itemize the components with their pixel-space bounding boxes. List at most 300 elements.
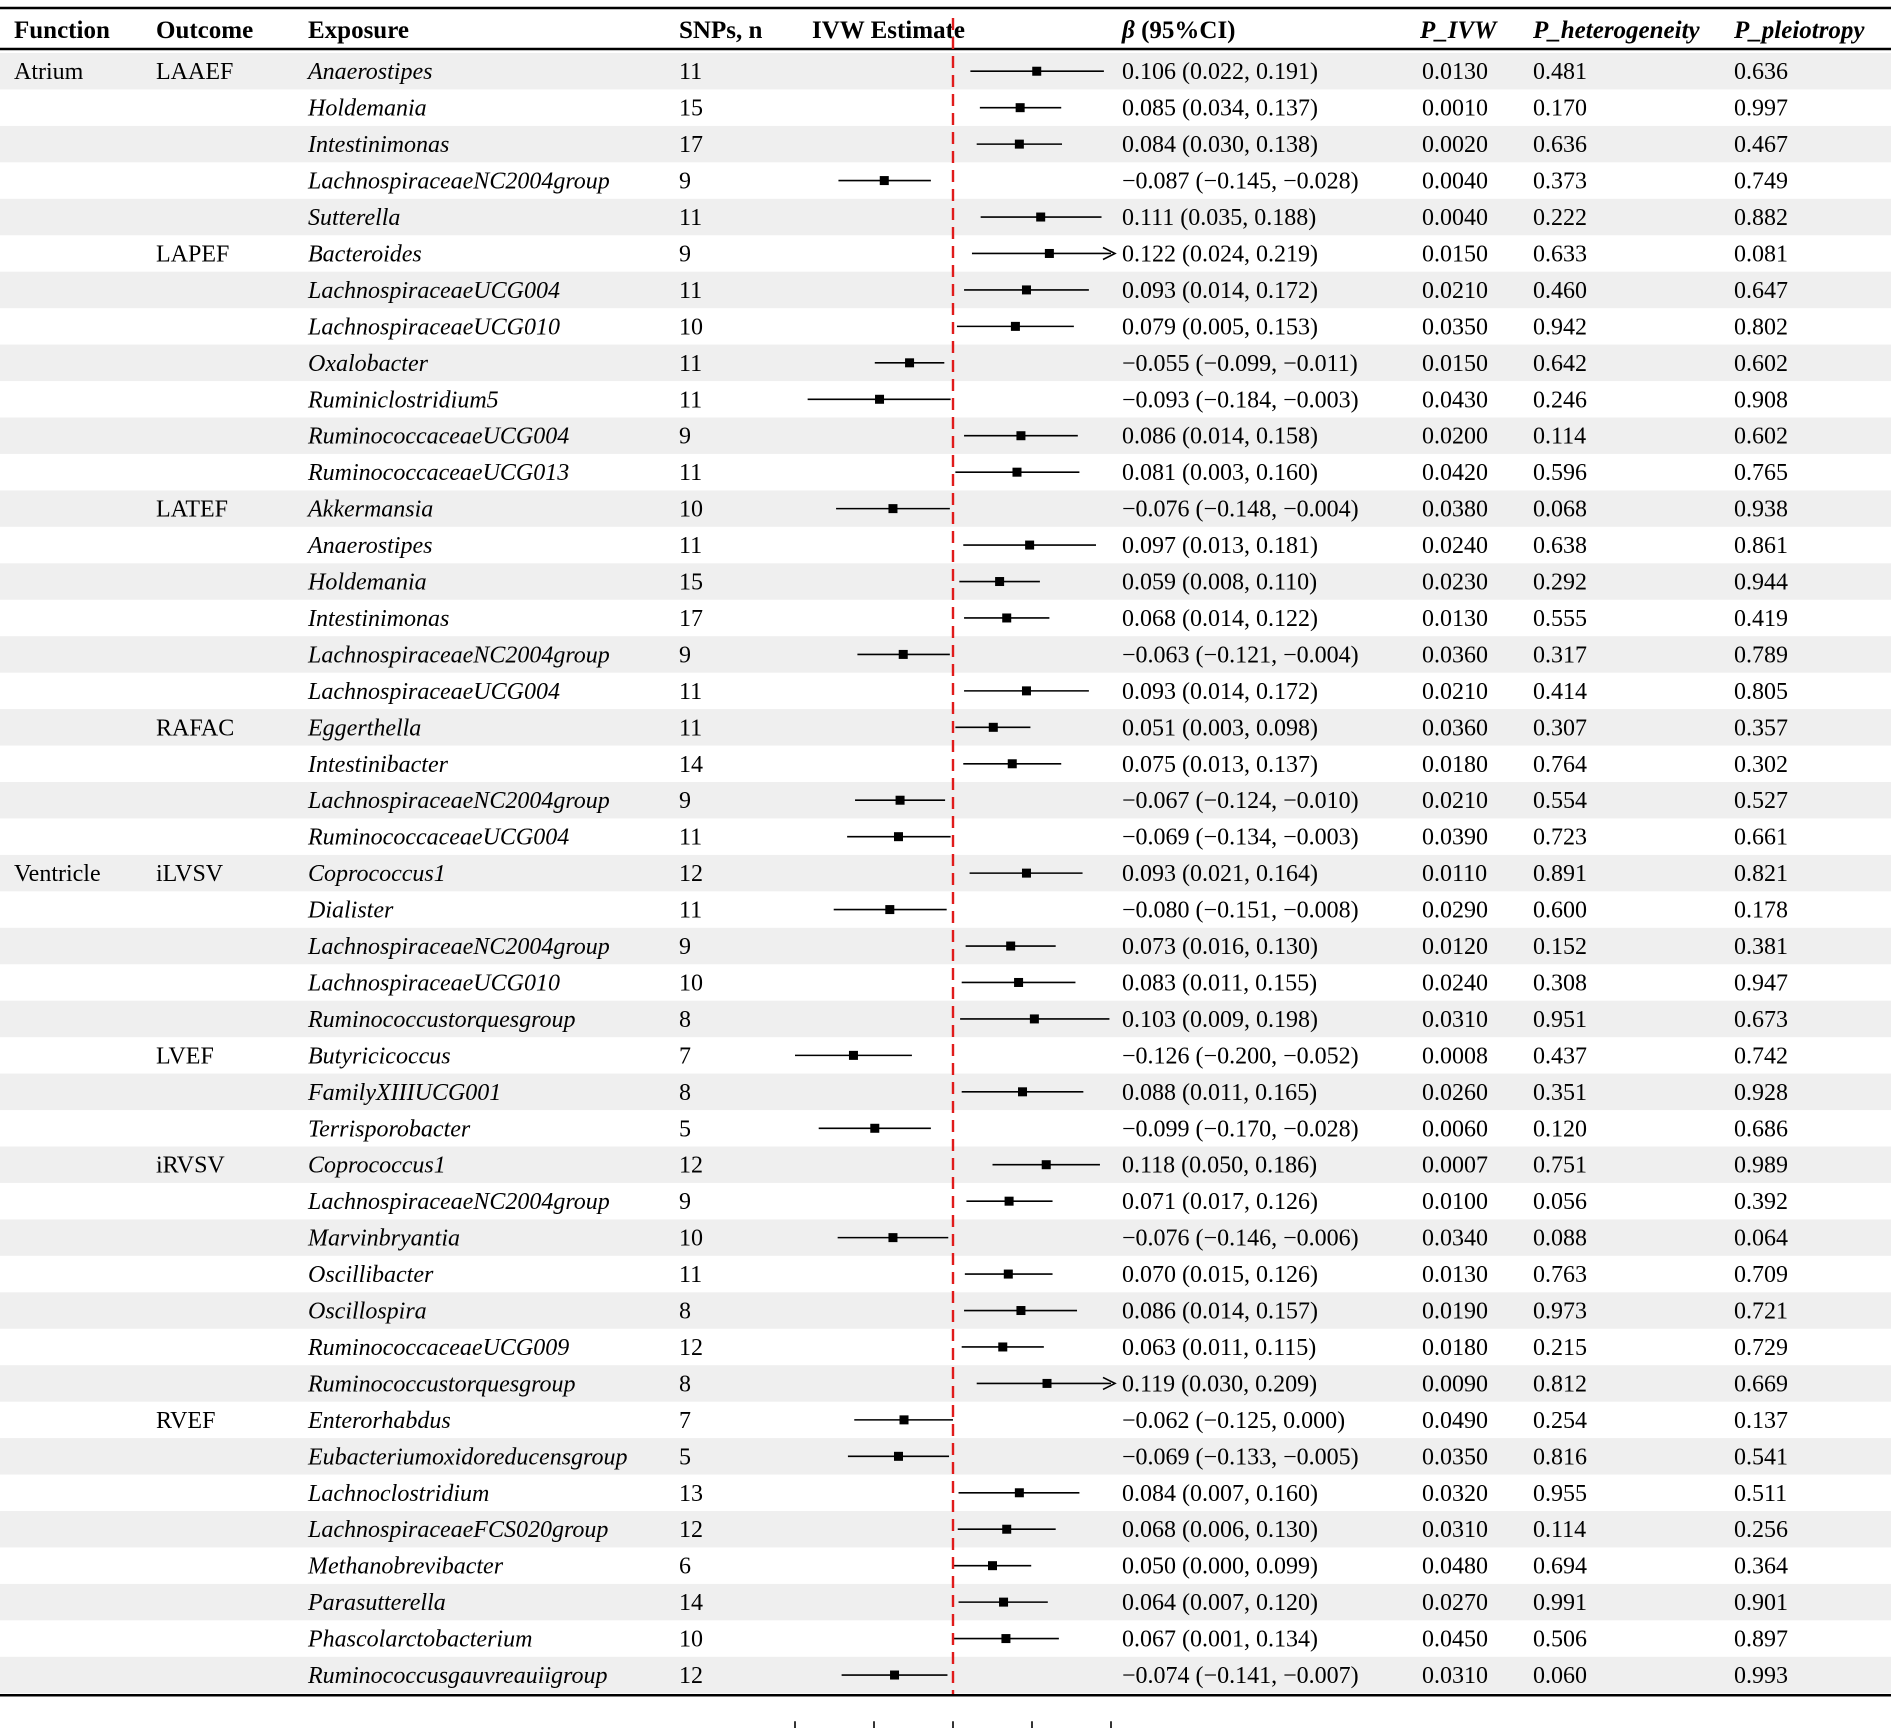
point-estimate xyxy=(1042,1160,1051,1169)
p-pleiotropy-value: 0.944 xyxy=(1734,569,1788,596)
row-stripe xyxy=(0,1001,1891,1037)
outcome-label: LVEF xyxy=(156,1043,214,1070)
p-pleiotropy-value: 0.647 xyxy=(1734,277,1788,304)
exposure-label: Intestinibacter xyxy=(308,751,448,778)
p-pleiotropy-value: 0.947 xyxy=(1734,970,1788,997)
p-ivw-value: 0.0380 xyxy=(1422,496,1488,523)
beta-ci-value: 0.122 (0.024, 0.219) xyxy=(1122,241,1318,268)
p-pleiotropy-value: 0.901 xyxy=(1734,1590,1788,1617)
row-stripe xyxy=(0,1147,1891,1183)
point-estimate xyxy=(1022,869,1031,878)
point-estimate xyxy=(1002,1525,1011,1534)
exposure-label: Oscillibacter xyxy=(308,1262,434,1289)
beta-ci-value: 0.093 (0.021, 0.164) xyxy=(1122,861,1318,888)
exposure-label: LachnospiraceaeUCG004 xyxy=(308,277,560,304)
snps-value: 10 xyxy=(679,496,703,523)
snps-value: 11 xyxy=(679,350,703,377)
snps-value: 9 xyxy=(679,934,691,961)
table-row xyxy=(308,1116,1788,1142)
p-pleiotropy-value: 0.541 xyxy=(1734,1444,1788,1471)
point-estimate xyxy=(999,1598,1008,1607)
table-row xyxy=(307,752,1788,778)
snps-value: 8 xyxy=(679,1006,691,1033)
beta-ci-value: −0.069 (−0.134, −0.003) xyxy=(1122,824,1359,851)
point-estimate xyxy=(1030,1014,1039,1023)
p-pleiotropy-value: 0.908 xyxy=(1734,387,1788,414)
snps-value: 12 xyxy=(679,1152,703,1179)
p-pleiotropy-value: 0.511 xyxy=(1734,1480,1788,1507)
beta-ci-value: 0.084 (0.030, 0.138) xyxy=(1122,132,1318,159)
header-function: Function xyxy=(14,17,110,44)
p-heterogeneity-value: 0.254 xyxy=(1533,1407,1587,1434)
point-estimate xyxy=(1014,978,1023,987)
table-row xyxy=(307,387,1788,413)
p-heterogeneity-value: 0.951 xyxy=(1533,1006,1587,1033)
snps-value: 11 xyxy=(679,897,703,924)
p-pleiotropy-value: 0.989 xyxy=(1734,1152,1788,1179)
beta-ci-value: −0.063 (−0.121, −0.004) xyxy=(1122,642,1359,669)
p-ivw-value: 0.0060 xyxy=(1422,1116,1488,1143)
exposure-label: Phascolarctobacterium xyxy=(308,1626,533,1653)
p-ivw-value: 0.0360 xyxy=(1422,715,1488,742)
p-pleiotropy-value: 0.802 xyxy=(1734,314,1788,341)
snps-value: 17 xyxy=(679,605,703,632)
exposure-label: Anaerostipes xyxy=(308,533,433,560)
exposure-label: Holdemania xyxy=(308,95,427,122)
table-row xyxy=(307,679,1788,705)
outcome-label: iRVSV xyxy=(156,1152,225,1179)
p-heterogeneity-value: 0.317 xyxy=(1533,642,1587,669)
p-heterogeneity-value: 0.942 xyxy=(1533,314,1587,341)
snps-value: 11 xyxy=(679,59,703,86)
row-stripe xyxy=(0,199,1891,235)
exposure-label: RuminococcaceaeUCG004 xyxy=(308,423,570,450)
point-estimate xyxy=(1008,759,1017,768)
exposure-label: Dialister xyxy=(308,897,394,924)
header-beta-symbol: β xyxy=(1122,17,1135,44)
outcome-label: iLVSV xyxy=(156,861,224,888)
snps-value: 8 xyxy=(679,1079,691,1106)
p-ivw-value: 0.0100 xyxy=(1422,1189,1488,1216)
exposure-label: Oscillospira xyxy=(308,1298,427,1325)
p-ivw-value: 0.0340 xyxy=(1422,1225,1488,1252)
point-estimate xyxy=(880,176,889,185)
p-pleiotropy-value: 0.805 xyxy=(1734,678,1788,705)
row-stripe xyxy=(0,709,1891,745)
beta-ci-value: 0.106 (0.022, 0.191) xyxy=(1122,59,1318,86)
p-heterogeneity-value: 0.308 xyxy=(1533,970,1587,997)
beta-ci-value: −0.087 (−0.145, −0.028) xyxy=(1122,168,1359,195)
exposure-label: RuminococcaceaeUCG004 xyxy=(308,824,570,851)
beta-ci-value: 0.093 (0.014, 0.172) xyxy=(1122,678,1318,705)
p-ivw-value: 0.0180 xyxy=(1422,1334,1488,1361)
beta-ci-value: 0.119 (0.030, 0.209) xyxy=(1122,1371,1318,1398)
p-heterogeneity-value: 0.633 xyxy=(1533,241,1587,268)
p-ivw-value: 0.0260 xyxy=(1422,1079,1488,1106)
p-pleiotropy-value: 0.467 xyxy=(1734,132,1788,159)
row-stripe xyxy=(0,53,1891,89)
exposure-label: Lachnoclostridium xyxy=(308,1480,490,1507)
row-stripe xyxy=(0,1584,1891,1620)
table-row xyxy=(156,1408,1788,1434)
exposure-label: Coprococcus1 xyxy=(308,861,446,888)
point-estimate xyxy=(894,1452,903,1461)
p-pleiotropy-value: 0.882 xyxy=(1734,205,1788,232)
point-estimate xyxy=(1012,468,1021,477)
p-ivw-value: 0.0130 xyxy=(1422,605,1488,632)
table-row xyxy=(307,460,1788,486)
p-heterogeneity-value: 0.414 xyxy=(1533,678,1587,705)
snps-value: 9 xyxy=(679,423,691,450)
p-heterogeneity-value: 0.554 xyxy=(1533,788,1587,815)
point-estimate xyxy=(896,796,905,805)
beta-ci-value: 0.086 (0.014, 0.157) xyxy=(1122,1298,1318,1325)
p-heterogeneity-value: 0.481 xyxy=(1533,59,1587,86)
snps-value: 11 xyxy=(679,715,703,742)
beta-ci-value: 0.118 (0.050, 0.186) xyxy=(1122,1152,1318,1179)
p-pleiotropy-value: 0.081 xyxy=(1734,241,1788,268)
header-beta-ci xyxy=(1121,17,1236,44)
outcome-label: LATEF xyxy=(156,496,228,523)
beta-ci-value: −0.055 (−0.099, −0.011) xyxy=(1122,350,1358,377)
beta-ci-value: 0.064 (0.007, 0.120) xyxy=(1122,1590,1318,1617)
exposure-label: Parasutterella xyxy=(308,1590,446,1617)
snps-value: 9 xyxy=(679,241,691,268)
beta-ci-value: −0.093 (−0.184, −0.003) xyxy=(1122,387,1359,414)
table-row xyxy=(156,241,1788,267)
exposure-label: Sutterella xyxy=(308,205,401,232)
beta-ci-value: 0.073 (0.016, 0.130) xyxy=(1122,934,1318,961)
p-pleiotropy-value: 0.602 xyxy=(1734,423,1788,450)
beta-ci-value: 0.093 (0.014, 0.172) xyxy=(1122,277,1318,304)
point-estimate xyxy=(1025,541,1034,550)
snps-value: 9 xyxy=(679,168,691,195)
p-ivw-value: 0.0450 xyxy=(1422,1626,1488,1653)
snps-value: 15 xyxy=(679,95,703,122)
header-exposure: Exposure xyxy=(308,17,409,44)
p-heterogeneity-value: 0.991 xyxy=(1533,1590,1587,1617)
point-estimate xyxy=(905,358,914,367)
p-pleiotropy-value: 0.938 xyxy=(1734,496,1788,523)
point-estimate xyxy=(1006,942,1015,951)
beta-ci-value: −0.074 (−0.141, −0.007) xyxy=(1122,1663,1359,1690)
p-ivw-value: 0.0230 xyxy=(1422,569,1488,596)
snps-value: 9 xyxy=(679,1189,691,1216)
snps-value: 11 xyxy=(679,460,703,487)
beta-ci-value: −0.099 (−0.170, −0.028) xyxy=(1122,1116,1359,1143)
exposure-label: Butyricicoccus xyxy=(308,1043,451,1070)
point-estimate xyxy=(1001,1634,1010,1643)
p-ivw-value: 0.0150 xyxy=(1422,350,1488,377)
snps-value: 17 xyxy=(679,132,703,159)
point-estimate xyxy=(1004,1270,1013,1279)
exposure-label: FamilyXIIIUCG001 xyxy=(308,1079,502,1106)
x-axis xyxy=(0,1695,1891,1728)
point-estimate xyxy=(885,905,894,914)
snps-value: 5 xyxy=(679,1444,691,1471)
point-estimate xyxy=(1016,431,1025,440)
snps-value: 11 xyxy=(679,533,703,560)
p-heterogeneity-value: 0.460 xyxy=(1533,277,1587,304)
beta-ci-value: −0.067 (−0.124, −0.010) xyxy=(1122,788,1359,815)
snps-value: 9 xyxy=(679,788,691,815)
beta-ci-value: 0.059 (0.008, 0.110) xyxy=(1122,569,1318,596)
p-ivw-value: 0.0008 xyxy=(1422,1043,1488,1070)
p-ivw-value: 0.0210 xyxy=(1422,788,1488,815)
beta-ci-value: 0.067 (0.001, 0.134) xyxy=(1122,1626,1318,1653)
header-outcome: Outcome xyxy=(156,17,254,44)
exposure-label: Terrisporobacter xyxy=(308,1116,471,1143)
snps-value: 7 xyxy=(679,1407,691,1434)
p-ivw-value: 0.0120 xyxy=(1422,934,1488,961)
p-ivw-value: 0.0130 xyxy=(1422,59,1488,86)
table-row xyxy=(307,970,1788,996)
row-stripe xyxy=(0,418,1891,454)
p-pleiotropy-value: 0.765 xyxy=(1734,460,1788,487)
p-heterogeneity-value: 0.351 xyxy=(1533,1079,1587,1106)
row-stripe xyxy=(0,1511,1891,1547)
p-heterogeneity-value: 0.056 xyxy=(1533,1189,1587,1216)
function-label: Atrium xyxy=(14,59,84,86)
exposure-label: Ruminococcustorquesgroup xyxy=(308,1006,576,1033)
row-stripe xyxy=(0,855,1891,891)
p-ivw-value: 0.0480 xyxy=(1422,1553,1488,1580)
p-heterogeneity-value: 0.816 xyxy=(1533,1444,1587,1471)
exposure-label: Ruminiclostridium5 xyxy=(308,387,499,414)
p-pleiotropy-value: 0.729 xyxy=(1734,1334,1788,1361)
p-pleiotropy-value: 0.064 xyxy=(1734,1225,1788,1252)
beta-ci-value: −0.080 (−0.151, −0.008) xyxy=(1122,897,1359,924)
point-estimate xyxy=(1016,103,1025,112)
table-row xyxy=(156,1043,1788,1069)
beta-ci-value: 0.084 (0.007, 0.160) xyxy=(1122,1480,1318,1507)
p-ivw-value: 0.0310 xyxy=(1422,1006,1488,1033)
p-pleiotropy-value: 0.302 xyxy=(1734,751,1788,778)
p-heterogeneity-value: 0.812 xyxy=(1533,1371,1587,1398)
p-heterogeneity-value: 0.764 xyxy=(1533,751,1587,778)
beta-ci-value: 0.083 (0.011, 0.155) xyxy=(1122,970,1318,997)
point-estimate xyxy=(1015,1488,1024,1497)
p-heterogeneity-value: 0.114 xyxy=(1533,423,1587,450)
p-ivw-value: 0.0110 xyxy=(1422,861,1488,888)
beta-ci-value: 0.075 (0.013, 0.137) xyxy=(1122,751,1318,778)
snps-value: 14 xyxy=(679,751,703,778)
beta-ci-value: 0.051 (0.003, 0.098) xyxy=(1122,715,1318,742)
p-pleiotropy-value: 0.673 xyxy=(1734,1006,1788,1033)
p-heterogeneity-value: 0.307 xyxy=(1533,715,1587,742)
snps-value: 14 xyxy=(679,1590,703,1617)
beta-ci-value: 0.081 (0.003, 0.160) xyxy=(1122,460,1318,487)
beta-ci-value: 0.085 (0.034, 0.137) xyxy=(1122,95,1318,122)
exposure-label: LachnospiraceaeNC2004group xyxy=(308,642,610,669)
point-estimate xyxy=(890,1671,899,1680)
point-estimate xyxy=(1005,1197,1014,1206)
exposure-label: Bacteroides xyxy=(308,241,422,268)
point-estimate xyxy=(1016,1306,1025,1315)
beta-ci-value: 0.068 (0.006, 0.130) xyxy=(1122,1517,1318,1544)
p-heterogeneity-value: 0.246 xyxy=(1533,387,1587,414)
header-ivw-estimate: IVW Estimate xyxy=(812,17,966,44)
exposure-label: LachnospiraceaeUCG010 xyxy=(308,314,560,341)
table-row xyxy=(307,314,1788,340)
row-stripe xyxy=(0,928,1891,964)
point-estimate xyxy=(1002,613,1011,622)
point-estimate xyxy=(888,504,897,513)
p-ivw-value: 0.0180 xyxy=(1422,751,1488,778)
p-pleiotropy-value: 0.861 xyxy=(1734,533,1788,560)
header-row xyxy=(14,17,1865,44)
p-ivw-value: 0.0040 xyxy=(1422,168,1488,195)
p-heterogeneity-value: 0.114 xyxy=(1533,1517,1587,1544)
snps-value: 15 xyxy=(679,569,703,596)
exposure-label: Intestinimonas xyxy=(308,132,450,159)
row-stripe xyxy=(0,782,1891,818)
beta-ci-value: −0.126 (−0.200, −0.052) xyxy=(1122,1043,1359,1070)
p-heterogeneity-value: 0.068 xyxy=(1533,496,1587,523)
point-estimate xyxy=(1045,249,1054,258)
table-row xyxy=(307,1189,1788,1215)
snps-value: 10 xyxy=(679,1225,703,1252)
point-estimate xyxy=(995,577,1004,586)
table-row xyxy=(307,825,1788,851)
p-ivw-value: 0.0200 xyxy=(1422,423,1488,450)
point-estimate xyxy=(989,723,998,732)
exposure-label: Akkermansia xyxy=(308,496,434,523)
p-pleiotropy-value: 0.821 xyxy=(1734,861,1788,888)
point-estimate xyxy=(899,650,908,659)
beta-ci-value: 0.071 (0.017, 0.126) xyxy=(1122,1189,1318,1216)
p-heterogeneity-value: 0.751 xyxy=(1533,1152,1587,1179)
p-ivw-value: 0.0390 xyxy=(1422,824,1488,851)
p-pleiotropy-value: 0.749 xyxy=(1734,168,1788,195)
outcome-label: RAFAC xyxy=(156,715,235,742)
p-heterogeneity-value: 0.638 xyxy=(1533,533,1587,560)
exposure-label: LachnospiraceaeUCG004 xyxy=(308,678,560,705)
p-pleiotropy-value: 0.178 xyxy=(1734,897,1788,924)
exposure-label: LachnospiraceaeNC2004group xyxy=(308,934,610,961)
p-pleiotropy-value: 0.928 xyxy=(1734,1079,1788,1106)
p-pleiotropy-value: 0.789 xyxy=(1734,642,1788,669)
beta-ci-value: −0.076 (−0.148, −0.004) xyxy=(1122,496,1359,523)
beta-ci-value: 0.063 (0.011, 0.115) xyxy=(1122,1334,1317,1361)
p-pleiotropy-value: 0.419 xyxy=(1734,605,1788,632)
p-heterogeneity-value: 0.437 xyxy=(1533,1043,1587,1070)
point-estimate xyxy=(875,395,884,404)
snps-value: 13 xyxy=(679,1480,703,1507)
p-pleiotropy-value: 0.686 xyxy=(1734,1116,1788,1143)
beta-ci-value: 0.111 (0.035, 0.188) xyxy=(1122,205,1317,232)
p-heterogeneity-value: 0.555 xyxy=(1533,605,1587,632)
exposure-label: LachnospiraceaeFCS020group xyxy=(308,1517,609,1544)
p-pleiotropy-value: 0.669 xyxy=(1734,1371,1788,1398)
exposure-label: Intestinimonas xyxy=(308,605,450,632)
point-estimate xyxy=(888,1233,897,1242)
snps-value: 9 xyxy=(679,642,691,669)
snps-value: 11 xyxy=(679,824,703,851)
header-p-heterogeneity: P_heterogeneity xyxy=(1533,17,1700,44)
snps-value: 7 xyxy=(679,1043,691,1070)
snps-value: 10 xyxy=(679,1626,703,1653)
p-ivw-value: 0.0350 xyxy=(1422,1444,1488,1471)
p-heterogeneity-value: 0.973 xyxy=(1533,1298,1587,1325)
table-row xyxy=(307,898,1788,924)
p-ivw-value: 0.0360 xyxy=(1422,642,1488,669)
exposure-label: LachnospiraceaeNC2004group xyxy=(308,168,610,195)
p-heterogeneity-value: 0.600 xyxy=(1533,897,1587,924)
p-heterogeneity-value: 0.506 xyxy=(1533,1626,1587,1653)
table-row xyxy=(307,96,1788,122)
header-p-ivw: P_IVW xyxy=(1420,17,1497,44)
p-heterogeneity-value: 0.060 xyxy=(1533,1663,1587,1690)
beta-ci-value: 0.086 (0.014, 0.158) xyxy=(1122,423,1318,450)
p-ivw-value: 0.0190 xyxy=(1422,1298,1488,1325)
exposure-label: Coprococcus1 xyxy=(308,1152,446,1179)
p-heterogeneity-value: 0.152 xyxy=(1533,934,1587,961)
exposure-label: Oxalobacter xyxy=(308,350,428,377)
point-estimate xyxy=(1043,1379,1052,1388)
p-pleiotropy-value: 0.661 xyxy=(1734,824,1788,851)
table-row xyxy=(306,533,1788,559)
exposure-label: Ruminococcustorquesgroup xyxy=(308,1371,576,1398)
row-stripes xyxy=(0,53,1891,1693)
point-estimate xyxy=(1018,1087,1027,1096)
p-ivw-value: 0.0007 xyxy=(1422,1152,1488,1179)
row-stripe xyxy=(0,563,1891,599)
snps-value: 6 xyxy=(679,1553,691,1580)
snps-value: 12 xyxy=(679,861,703,888)
table-row xyxy=(307,1554,1788,1580)
p-heterogeneity-value: 0.170 xyxy=(1533,95,1587,122)
exposure-label: LachnospiraceaeNC2004group xyxy=(308,1189,610,1216)
table-row xyxy=(307,1481,1787,1507)
outcome-label: RVEF xyxy=(156,1407,216,1434)
row-stripe xyxy=(0,126,1891,162)
p-pleiotropy-value: 0.997 xyxy=(1734,95,1788,122)
p-pleiotropy-value: 0.993 xyxy=(1734,1663,1788,1690)
exposure-label: LachnospiraceaeNC2004group xyxy=(308,788,610,815)
point-estimate xyxy=(900,1415,909,1424)
p-heterogeneity-value: 0.955 xyxy=(1533,1480,1587,1507)
table-row xyxy=(308,1262,1788,1288)
p-ivw-value: 0.0130 xyxy=(1422,1262,1488,1289)
p-ivw-value: 0.0350 xyxy=(1422,314,1488,341)
beta-ci-value: 0.079 (0.005, 0.153) xyxy=(1122,314,1318,341)
point-estimate xyxy=(998,1342,1007,1351)
p-heterogeneity-value: 0.088 xyxy=(1533,1225,1587,1252)
p-ivw-value: 0.0290 xyxy=(1422,897,1488,924)
p-ivw-value: 0.0150 xyxy=(1422,241,1488,268)
p-pleiotropy-value: 0.137 xyxy=(1734,1407,1788,1434)
p-heterogeneity-value: 0.373 xyxy=(1533,168,1587,195)
p-heterogeneity-value: 0.642 xyxy=(1533,350,1587,377)
p-ivw-value: 0.0210 xyxy=(1422,678,1488,705)
snps-value: 5 xyxy=(679,1116,691,1143)
snps-value: 10 xyxy=(679,970,703,997)
point-estimate xyxy=(1022,686,1031,695)
row-stripe xyxy=(0,272,1891,308)
beta-ci-value: −0.062 (−0.125, 0.000) xyxy=(1122,1407,1346,1434)
p-heterogeneity-value: 0.763 xyxy=(1533,1262,1587,1289)
point-estimate xyxy=(988,1561,997,1570)
p-heterogeneity-value: 0.596 xyxy=(1533,460,1587,487)
p-pleiotropy-value: 0.709 xyxy=(1734,1262,1788,1289)
beta-ci-value: −0.069 (−0.133, −0.005) xyxy=(1122,1444,1359,1471)
snps-value: 12 xyxy=(679,1517,703,1544)
p-ivw-value: 0.0490 xyxy=(1422,1407,1488,1434)
snps-value: 11 xyxy=(679,205,703,232)
exposure-label: Ruminococcusgauvreauiigroup xyxy=(308,1663,608,1690)
point-estimate xyxy=(1015,140,1024,149)
